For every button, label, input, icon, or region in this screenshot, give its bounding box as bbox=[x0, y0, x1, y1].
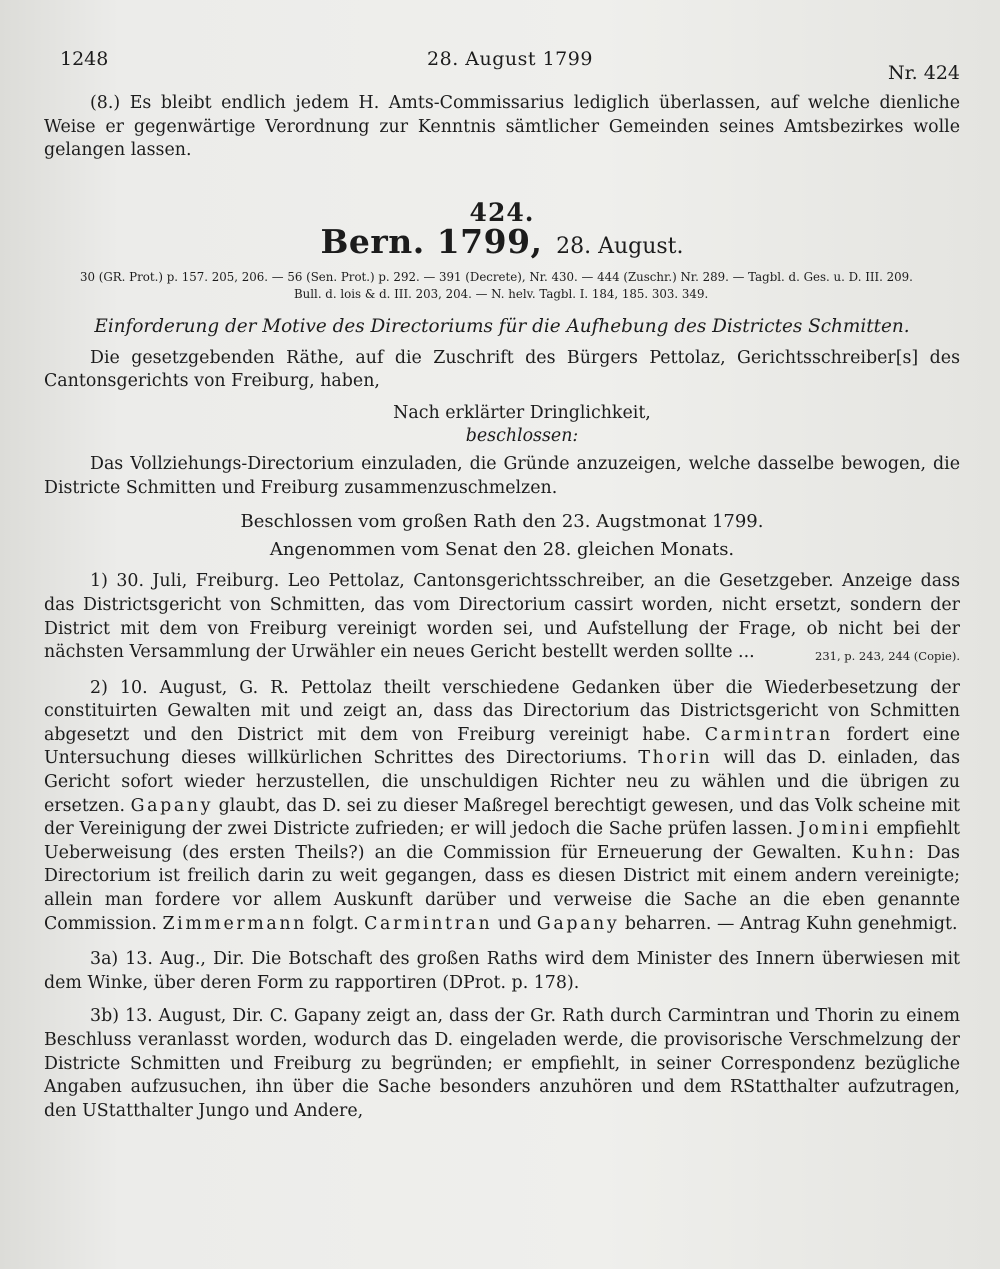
header-number: Nr. 424 bbox=[888, 62, 960, 84]
page-content bbox=[44, 92, 960, 1123]
intro-paragraph: (8.) Es bleibt endlich jedem H. Amts-Commissarius lediglich überlassen, auf welche dienliche Weise er gegenwärtige Verordnung zur Kenntnis sämtlicher Gemeinden seines Amtsbezirkes wolle gelangen lassen. bbox=[44, 93, 960, 161]
speaker-gapany-2: Gapany bbox=[536, 913, 620, 934]
place-year: Bern. 1799, bbox=[320, 222, 543, 262]
doc2-text-i: beharren. — Antrag Kuhn genehmigt. bbox=[624, 913, 958, 934]
speaker-gapany: Gapany bbox=[130, 795, 214, 816]
passed-senate: Angenommen vom Senat den 28. gleichen Monats. bbox=[269, 538, 735, 560]
speaker-carmintran: Carmintran bbox=[704, 724, 833, 745]
doc2-text-e: empfiehlt Ueberweisung (des ersten Theils?) an die Commission für Erneuerung der Gewalten. bbox=[44, 819, 961, 863]
resolution-paragraph: Das Vollziehungs-Directorium einzuladen, die Gründe anzuzeigen, welche dasselbe bewogen, die Districte Schmitten und Freiburg zusammenzuschmelzen. bbox=[44, 453, 960, 498]
speaker-jomini: Jomini bbox=[798, 819, 871, 840]
doc2-text-g: folgt. bbox=[312, 913, 359, 934]
doc2-text-a: 2) 10. August, G. R. Pettolaz theilt verschiedene Gedanken über die Wiederbesetzung der constituirten Gewalten mit und zeigt an, dass das Directorium das Districtsgericht von Schmitten abgesetzt und den District mit dem von Freiburg vereinigt habe. bbox=[44, 677, 960, 745]
document-1-source: 231, p. 243, 244 (Copie). bbox=[815, 649, 960, 664]
doc2-text-b: fordert eine Untersuchung dieses willkürlichen Schrittes des Directoriums. bbox=[44, 724, 961, 769]
document-2 bbox=[44, 677, 960, 937]
doc2-text-f: Das Directorium ist freilich darin zu weit gegangen, dass es diesen District mit einem andern vereinigte; allein man fordere vor allem Auskunft darüber und verweise die Sache an die eben genannte Commission. bbox=[44, 842, 960, 934]
page-number: 1248 bbox=[60, 48, 109, 70]
urgency-line: Nach erklärter Dringlichkeit, bbox=[393, 402, 651, 423]
speaker-carmintran-2: Carmintran bbox=[364, 913, 493, 934]
passed-great-council: Beschlossen vom großen Rath den 23. Augstmonat 1799. bbox=[240, 511, 764, 533]
heading-date: 28. August. bbox=[556, 234, 684, 260]
document-1-text: 1) 30. Juli, Freiburg. Leo Pettolaz, Cantonsgerichtsschreiber, an die Gesetzgeber. Anzeige dass das Districtsgericht von Schmitten, das vom Directorium cassirt worden, nicht ersetzt, sondern der District mit dem von Freiburg vereinigt worden sei, und Aufstellung der Frage, ob nicht bei der nächsten Versammlung der Urwähler ein neues Gericht bestellt werden sollte ... bbox=[44, 571, 960, 663]
subject-heading: Einforderung der Motive des Directoriums für die Aufhebung des Districtes Schmitten. bbox=[94, 315, 910, 337]
speaker-kuhn: Kuhn: bbox=[851, 842, 917, 863]
doc2-text-c: will das D. einladen, das Gericht sofort wieder herzustellen, die unschuldigen Richter neu zu wählen und die übrigen zu ersetzen. bbox=[44, 748, 960, 816]
doc2-text-d: glaubt, das D. sei zu dieser Maßregel berechtigt gewesen, und das Volk scheine mit der Vereinigung der zwei Districte zufrieden; er will jedoch die Sache prüfen lassen. bbox=[44, 795, 961, 840]
running-header bbox=[60, 48, 960, 84]
resolved-line: beschlossen: bbox=[465, 426, 579, 447]
reference-line-2: Bull. d. lois & d. III. 203, 204. — N. helv. Tagbl. I. 184, 185. 303. 349. bbox=[294, 286, 709, 301]
doc2-text-h: und bbox=[497, 913, 532, 934]
document-3b: 3b) 13. August, Dir. C. Gapany zeigt an, dass der Gr. Rath durch Carmintran und Thorin zu einem Beschluss veranlasst worden, wodurch das D. eingeladen werde, die provisorische Verschmelzung der Districte Schmitten und Freiburg zu begründen; er empfiehlt, in seiner Correspondenz bezügliche Angaben aufzusuchen, ihn über die Sache besonders anzuhören und dem RStatthalter aufzutragen, den UStatthalter Jungo und Andere, bbox=[44, 1006, 960, 1121]
document-1 bbox=[44, 570, 960, 664]
reference-line-1: 30 (GR. Prot.) p. 157. 205, 206. — 56 (Sen. Prot.) p. 292. — 391 (Decrete), Nr. 430. — 444 (Zuschr.) Nr. 289. — Tagbl. d. Ges. u. D. III. 209. bbox=[80, 269, 913, 284]
document-number: 424. bbox=[469, 197, 535, 227]
place-date-heading bbox=[44, 222, 960, 262]
document-3a: 3a) 13. Aug., Dir. Die Botschaft des großen Raths wird dem Minister des Innern überwiesen mit dem Winke, über deren Form zu rapportiren (DProt. p. 178). bbox=[44, 949, 960, 993]
speaker-thorin: Thorin bbox=[638, 748, 713, 769]
source-references bbox=[44, 269, 960, 303]
header-date: 28. August 1799 bbox=[427, 48, 593, 70]
speaker-zimmermann: Zimmermann bbox=[162, 913, 307, 934]
preamble-paragraph: Die gesetzgebenden Räthe, auf die Zuschrift des Bürgers Pettolaz, Gerichtsschreiber[s] des Cantonsgerichts von Freiburg, haben, bbox=[44, 347, 960, 392]
